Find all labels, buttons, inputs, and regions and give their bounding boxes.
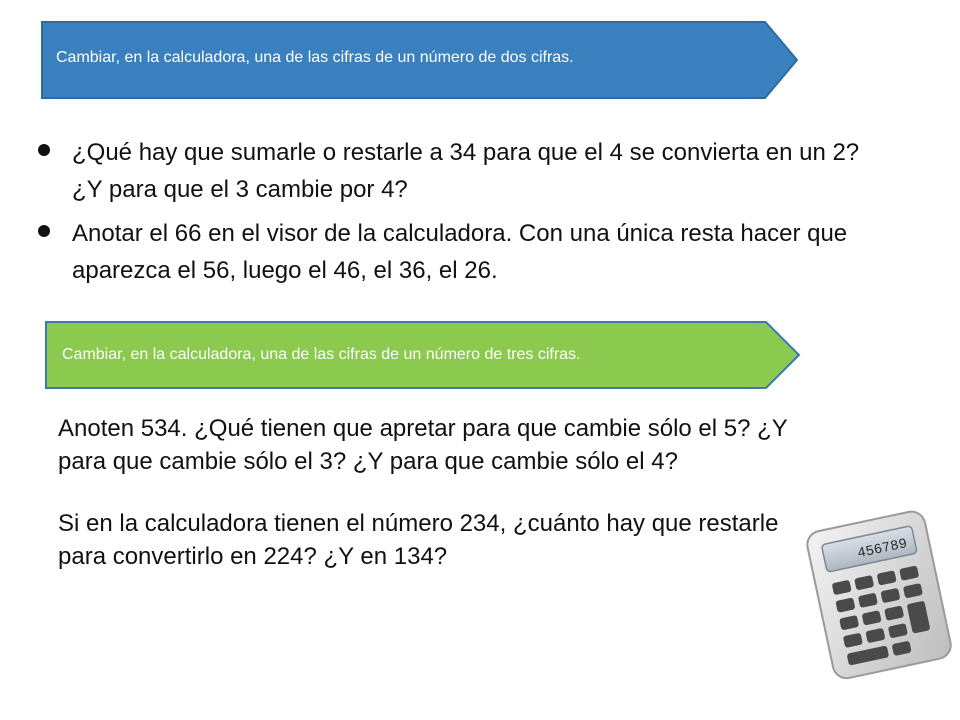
bullet-list bbox=[34, 134, 894, 296]
section-banner-two-digits bbox=[40, 20, 800, 100]
bullet-dot-icon bbox=[38, 144, 50, 156]
calculator-illustration bbox=[796, 500, 960, 680]
bullet-item bbox=[34, 134, 894, 208]
banner-text: Cambiar, en la calculadora, una de las cifras de un número de dos cifras. bbox=[56, 49, 574, 66]
bullet-dot-icon bbox=[38, 225, 50, 237]
calculator-display: 456789 bbox=[856, 536, 909, 563]
section-banner-three-digits bbox=[44, 320, 802, 390]
bullet-text: Anotar el 66 en el visor de la calculadora. Con una única resta hacer que aparezca el 56, luego el 46, el 36, el 26. bbox=[72, 220, 848, 284]
bullet-text: ¿Qué hay que sumarle o restarle a 34 para que el 4 se convierta en un 2? ¿Y para que el 3 cambie por 4? bbox=[72, 139, 860, 203]
exercise-paragraph: Si en la calculadora tienen el número 234, ¿cuánto hay que restarle para convertirlo en 224? ¿Y en 134? bbox=[58, 510, 779, 570]
calculator-icon bbox=[796, 500, 960, 680]
bullet-item bbox=[34, 215, 894, 289]
exercise-paragraphs bbox=[58, 412, 818, 602]
exercise-paragraph: Anoten 534. ¿Qué tienen que apretar para que cambie sólo el 5? ¿Y para que cambie sólo el 3? ¿Y para que cambie sólo el 4? bbox=[58, 415, 788, 475]
banner-text: Cambiar, en la calculadora, una de las cifras de un número de tres cifras. bbox=[62, 346, 581, 363]
